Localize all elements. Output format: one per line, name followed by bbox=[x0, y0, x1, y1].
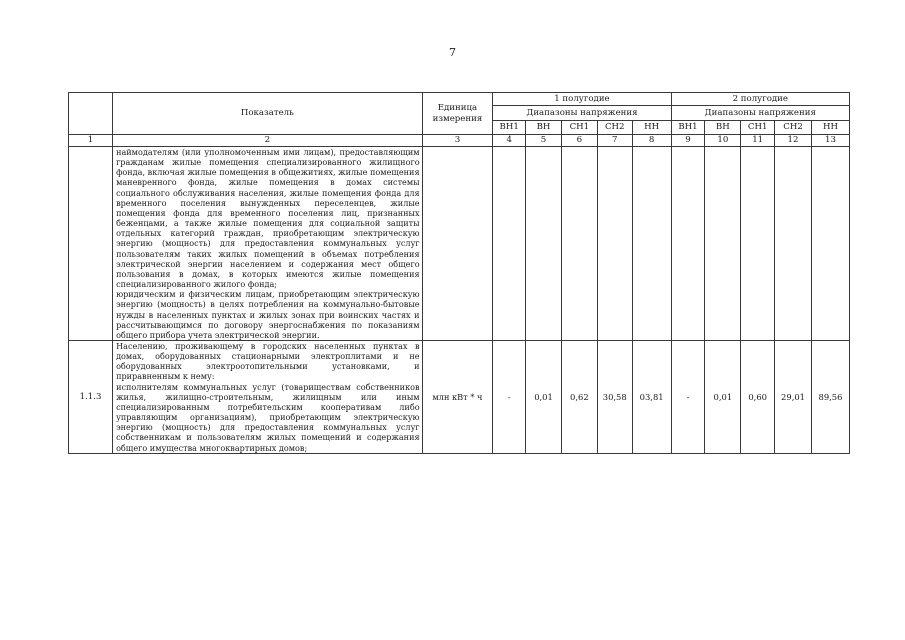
indicator-paragraph: Населению, проживающему в городских населенных пунктах в домах, оборудованных стационарными электроплитами и не оборудованных электроотопительными установками, и приравненным к нему: bbox=[116, 340, 420, 382]
value-cell: 0,01 bbox=[705, 340, 741, 453]
row-code: 1.1.3 bbox=[69, 340, 113, 453]
header-voltage-vn1: ВН1 bbox=[493, 121, 526, 135]
value-cell bbox=[526, 147, 562, 341]
value-cell bbox=[671, 147, 705, 341]
column-number: 7 bbox=[597, 135, 632, 147]
header-voltage-vn1: ВН1 bbox=[671, 121, 705, 135]
column-number: 4 bbox=[493, 135, 526, 147]
value-cell: 0,01 bbox=[526, 340, 562, 453]
header-voltage-sn2: СН2 bbox=[775, 121, 812, 135]
row-unit bbox=[422, 147, 493, 341]
value-cell: 03,81 bbox=[632, 340, 671, 453]
header-indicator: Показатель bbox=[113, 93, 423, 135]
header-voltage-vn: ВН bbox=[705, 121, 741, 135]
value-cell: 0,62 bbox=[561, 340, 597, 453]
tariff-table bbox=[68, 92, 850, 454]
value-cell bbox=[632, 147, 671, 341]
header-half1: 1 полугодие bbox=[493, 93, 671, 106]
page-number: 7 bbox=[449, 46, 456, 59]
value-cell: - bbox=[671, 340, 705, 453]
column-number: 6 bbox=[561, 135, 597, 147]
header-voltage-ranges-2: Диапазоны напряжения bbox=[671, 106, 849, 121]
header-voltage-vn: ВН bbox=[526, 121, 562, 135]
value-cell bbox=[741, 147, 775, 341]
column-number: 1 bbox=[69, 135, 113, 147]
table-row bbox=[69, 147, 850, 341]
value-cell bbox=[705, 147, 741, 341]
header-unit: Единица измерения bbox=[422, 93, 493, 135]
indicator-paragraph: исполнителям коммунальных услуг (товариществам собственников жилья, жилищно-строительным, жилищным или иным специализированным потребительским кооперативам либо управляющим организациям), приобретающим электрическую энергию (мощность) для предоставления коммунальных услуг собственникам и пользователям жилых помещений и содержания общего имущества многоквартирных домов; bbox=[116, 381, 420, 453]
value-cell bbox=[775, 147, 812, 341]
value-cell: 29,01 bbox=[775, 340, 812, 453]
value-cell bbox=[493, 147, 526, 341]
value-cell: 30,58 bbox=[597, 340, 632, 453]
column-number: 10 bbox=[705, 135, 741, 147]
column-number: 11 bbox=[741, 135, 775, 147]
value-cell: - bbox=[493, 340, 526, 453]
row-code bbox=[69, 147, 113, 341]
value-cell bbox=[597, 147, 632, 341]
value-cell: 0,60 bbox=[741, 340, 775, 453]
header-voltage-nn: НН bbox=[632, 121, 671, 135]
column-number: 9 bbox=[671, 135, 705, 147]
header-blank-cell bbox=[69, 93, 113, 135]
column-number: 3 bbox=[422, 135, 493, 147]
indicator-paragraph: наймодателям (или уполномоченным ими лицам), предоставляющим гражданам жилые помещения специализированного жилищного фонда, включая жилые помещения в общежитиях, жилые помещения маневренного фонда, жилые помещения в домах системы социального обслуживания населения, жилые помещения фонда для временного поселения вынужденных переселенцев, жилые помещения фонда для временного поселения лиц, признанных беженцами, а также жилые помещения для социальной защиты отдельных категорий граждан, приобретающим электрическую энергию (мощность) для предоставления коммунальных услуг пользователям таких жилых помещений в объемах потребления электрической энергии населением и содержания мест общего пользования в домах, в которых имеются жилые помещения специализированного жилого фонда; bbox=[116, 147, 420, 290]
row-unit: млн кВт * ч bbox=[422, 340, 493, 453]
value-cell: 89,56 bbox=[811, 340, 849, 453]
column-number: 5 bbox=[526, 135, 562, 147]
value-cell bbox=[811, 147, 849, 341]
column-number: 13 bbox=[811, 135, 849, 147]
table-row bbox=[69, 340, 850, 453]
header-half2: 2 полугодие bbox=[671, 93, 849, 106]
header-voltage-ranges-1: Диапазоны напряжения bbox=[493, 106, 671, 121]
header-voltage-sn1: СН1 bbox=[561, 121, 597, 135]
header-voltage-sn2: СН2 bbox=[597, 121, 632, 135]
value-cell bbox=[561, 147, 597, 341]
header-voltage-sn1: СН1 bbox=[741, 121, 775, 135]
indicator-paragraph: юридическим и физическим лицам, приобретающим электрическую энергию (мощность) в целях потребления на коммунально-бытовые нужды в населенных пунктах и жилых зонах при воинских частях и рассчитывающимся по договору энергоснабжения по показаниям общего прибора учета электрической энергии. bbox=[116, 289, 420, 340]
column-number: 8 bbox=[632, 135, 671, 147]
row-indicator-text bbox=[113, 147, 423, 341]
row-indicator-text bbox=[113, 340, 423, 453]
column-number: 2 bbox=[113, 135, 423, 147]
header-voltage-nn: НН bbox=[811, 121, 849, 135]
column-number: 12 bbox=[775, 135, 812, 147]
